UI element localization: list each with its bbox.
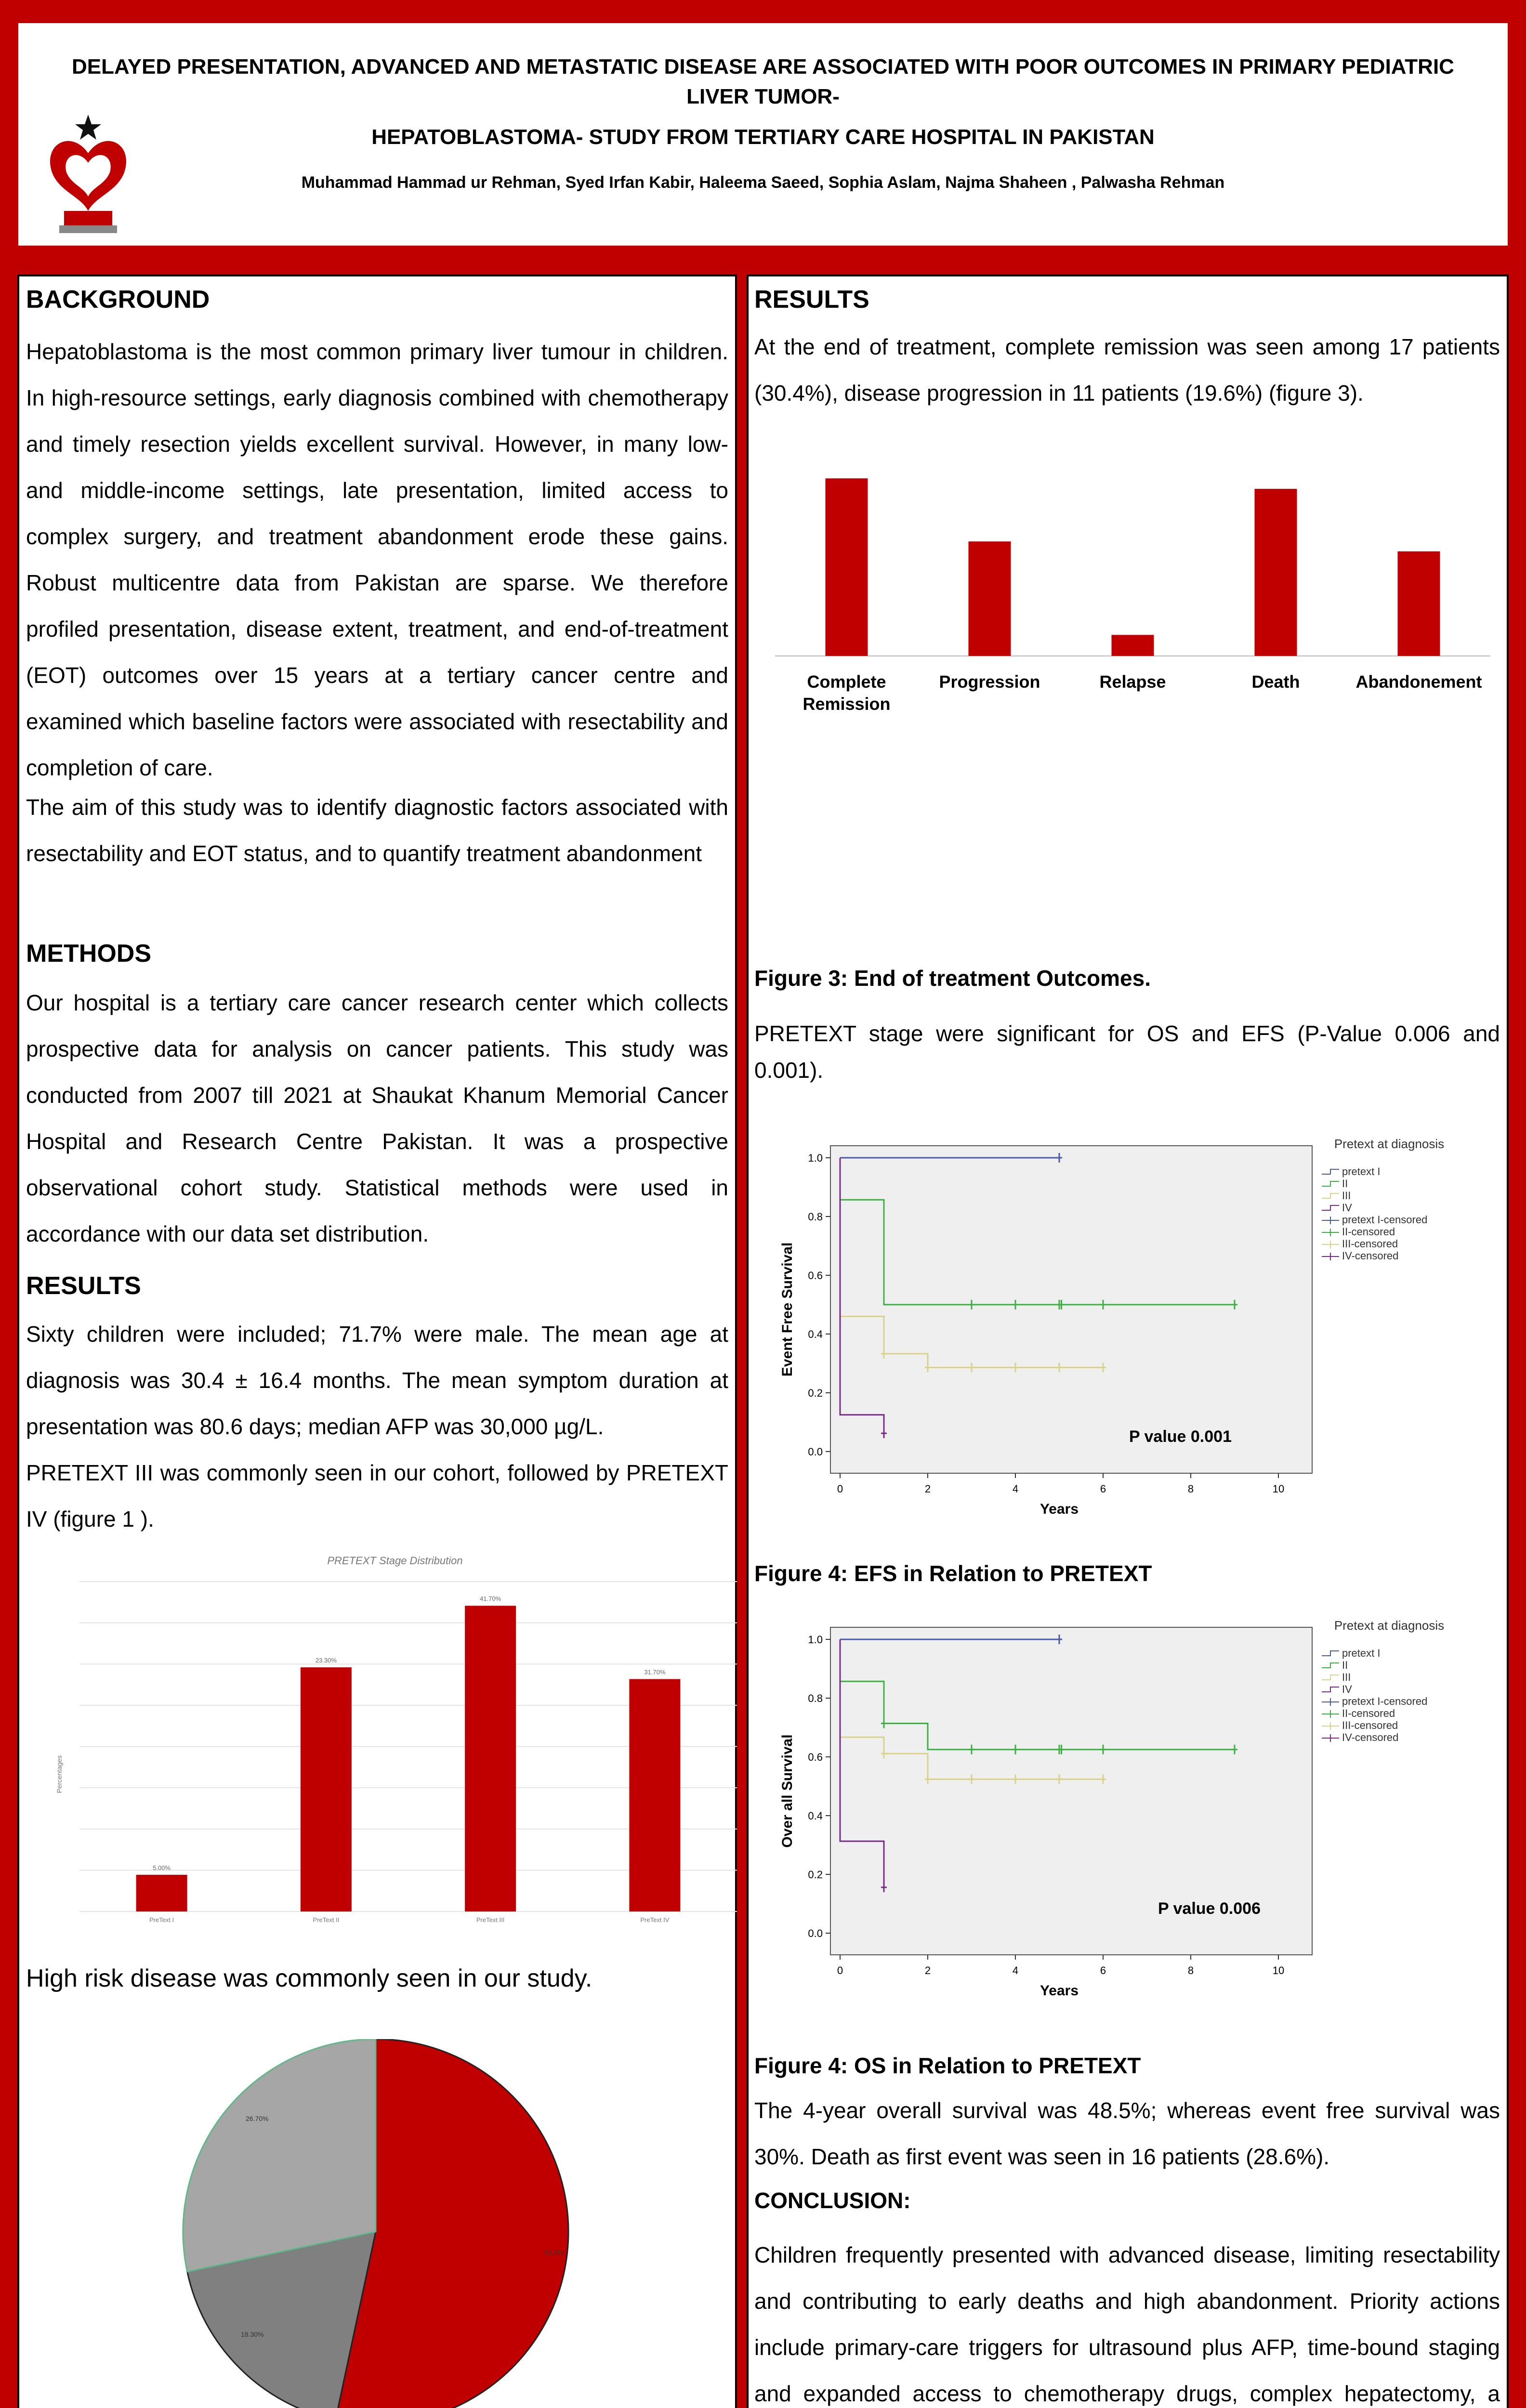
km-plot-area xyxy=(830,1146,1312,1473)
fig3-bar xyxy=(969,541,1011,656)
title-line-3: HEPATOBLASTOMA- STUDY FROM TERTIARY CARE HOSPITAL IN PAKISTAN xyxy=(371,125,1155,149)
km-x-axis-label: Years xyxy=(1039,1501,1079,1514)
km-x-tick-label: 8 xyxy=(1187,1483,1194,1495)
fig1-data-label: 31.70% xyxy=(644,1668,666,1676)
eot-outcomes-chart xyxy=(768,469,1490,739)
methods-paragraph: Our hospital is a tertiary care cancer research center which collects prospective data for analysis on cancer patients. This study was conducted from 2007 till 2021 at Shaukat Khanum Memorial Cancer Hospital and Research Centre Pakistan. It was a prospective observational cohort study. Statistical methods were used in accordance with our data set distribution. xyxy=(26,990,728,1246)
km-legend-label: II-censored xyxy=(1342,1707,1395,1719)
fig2-slice-label: 26.70% xyxy=(246,2115,269,2122)
km-y-tick-label: 0.2 xyxy=(808,1869,823,1881)
km-legend-label: IV xyxy=(1342,1683,1352,1695)
fig1-ylabel: Percentages xyxy=(55,1755,63,1793)
fig3-tick-label: Death xyxy=(1251,672,1300,692)
km-legend-line xyxy=(1322,1193,1339,1198)
fig3-bar xyxy=(1255,489,1297,656)
fig3-bar xyxy=(1112,635,1154,656)
km-legend-label: IV-censored xyxy=(1342,1731,1399,1743)
background-heading: BACKGROUND xyxy=(26,286,210,314)
km-y-tick-label: 0.6 xyxy=(808,1751,823,1763)
fig3-tick-label: Abandonement xyxy=(1355,672,1482,692)
km-legend-censor xyxy=(1322,1241,1339,1248)
km-x-tick-label: 0 xyxy=(837,1964,843,1976)
fig1-data-label: 5.00% xyxy=(153,1864,171,1871)
km-y-axis-label: Over all Survival xyxy=(779,1734,795,1848)
km-x-tick-label: 6 xyxy=(1100,1483,1106,1495)
fig2-slice-label: 53.3% xyxy=(544,2249,564,2256)
fig1-data-label: 41.70% xyxy=(480,1595,501,1603)
km-y-tick-label: 0.6 xyxy=(808,1269,823,1282)
km-legend-line xyxy=(1322,1663,1339,1668)
poster-header xyxy=(18,23,1508,246)
km-legend-censor xyxy=(1322,1734,1339,1742)
fig1-bar xyxy=(136,1875,187,1911)
km-x-tick-label: 0 xyxy=(837,1483,843,1495)
km-legend-label: IV xyxy=(1342,1202,1352,1214)
km-legend-line xyxy=(1322,1181,1339,1186)
km-legend-line xyxy=(1322,1205,1339,1210)
km-legend-censor xyxy=(1322,1217,1339,1224)
aim-paragraph: The aim of this study was to identify diagnostic factors associated with resectability and EOT status, and to quantify treatment abandonment xyxy=(26,795,728,866)
km-y-tick-label: 0.0 xyxy=(808,1446,823,1458)
km-legend-label: II-censored xyxy=(1342,1226,1395,1238)
fig1-bar xyxy=(301,1667,352,1911)
figure-4-os-caption: Figure 4: OS in Relation to PRETEXT xyxy=(754,2053,1141,2078)
km-y-tick-label: 0.4 xyxy=(808,1810,823,1822)
fig3-tick-label: Relapse xyxy=(1099,672,1166,692)
right-column xyxy=(747,275,1509,2408)
risk-pie-chart xyxy=(164,2039,597,2408)
fig1-bar xyxy=(465,1606,516,1911)
methods-heading: METHODS xyxy=(26,940,151,968)
left-column xyxy=(17,275,737,2408)
km-legend-label: pretext I xyxy=(1342,1165,1381,1178)
km-y-tick-label: 1.0 xyxy=(808,1152,823,1164)
km-y-axis-label: Event Free Survival xyxy=(779,1242,795,1377)
km-y-tick-label: 0.0 xyxy=(808,1927,823,1939)
km-legend-censor xyxy=(1322,1698,1339,1706)
km-p-value: P value 0.006 xyxy=(1158,1899,1261,1918)
km-x-tick-label: 4 xyxy=(1012,1964,1019,1976)
pretext-stage-chart xyxy=(48,1548,742,1943)
km-legend-label: II xyxy=(1342,1178,1348,1190)
km-legend-label: IV-censored xyxy=(1342,1250,1399,1262)
km-y-tick-label: 0.2 xyxy=(808,1387,823,1399)
high-risk-text: High risk disease was commonly seen in our study. xyxy=(26,1964,592,1992)
km-legend-line xyxy=(1322,1651,1339,1656)
fig1-title: PRETEXT Stage Distribution xyxy=(327,1555,463,1567)
km-legend-line xyxy=(1322,1675,1339,1680)
km-x-tick-label: 6 xyxy=(1100,1964,1106,1976)
fig1-tick-label: PreText IV xyxy=(640,1916,670,1924)
fig2-slice xyxy=(183,2039,376,2272)
hospital-logo xyxy=(38,95,139,235)
km-y-tick-label: 0.8 xyxy=(808,1692,823,1704)
km-legend-title: Pretext at diagnosis xyxy=(1334,1618,1445,1633)
title-line-2: LIVER TUMOR- xyxy=(686,85,840,108)
fig1-tick-label: PreText I xyxy=(149,1916,174,1924)
km-legend-line xyxy=(1322,1169,1339,1174)
km-x-tick-label: 2 xyxy=(924,1483,931,1495)
fig1-bar xyxy=(629,1679,680,1911)
km-x-axis-label: Years xyxy=(1039,1983,1079,1996)
km-p-value: P value 0.001 xyxy=(1129,1427,1232,1446)
fig2-slice-label: 18.30% xyxy=(241,2330,264,2338)
km-x-tick-label: 10 xyxy=(1272,1964,1285,1976)
fig3-bar xyxy=(826,478,868,656)
efs-km-chart xyxy=(758,1134,1461,1514)
km-legend-label: III-censored xyxy=(1342,1238,1398,1250)
km-legend-label: III xyxy=(1342,1190,1351,1202)
results-heading-right: RESULTS xyxy=(754,286,869,314)
km-legend-label: pretext I xyxy=(1342,1647,1381,1659)
km-legend-censor xyxy=(1322,1722,1339,1730)
km-x-tick-label: 8 xyxy=(1187,1964,1194,1976)
fig3-bar xyxy=(1398,551,1440,656)
km-legend-censor xyxy=(1322,1229,1339,1236)
fig3-tick-label: Complete Remission xyxy=(802,672,891,714)
km-legend-title: Pretext at diagnosis xyxy=(1334,1137,1445,1151)
fig1-tick-label: PreText III xyxy=(476,1916,505,1924)
background-paragraph: Hepatoblastoma is the most common primary liver tumour in children. In high-resource settings, early diagnosis combined with chemotherapy and timely resection yields excellent survival. However, in many low- and middle-income settings, late presentation, limited access to complex surgery, and treatment abandonment erode these gains. Robust multicentre data from Pakistan are sparse. We therefore profiled presentation, disease extent, treatment, and end-of-treatment (EOT) outcomes over 15 years at a tertiary cancer centre and examined which baseline factors were associated with resectability and completion of care. xyxy=(26,339,728,780)
km-x-tick-label: 4 xyxy=(1012,1483,1019,1495)
fig1-data-label: 23.30% xyxy=(315,1657,337,1664)
conclusion-heading: CONCLUSION: xyxy=(754,2188,911,2213)
authors: Muhammad Hammad ur Rehman, Syed Irfan Kabir, Haleema Saeed, Sophia Aslam, Najma Shaheen , Palwasha Rehman xyxy=(301,173,1225,192)
km-legend-label: III xyxy=(1342,1671,1351,1683)
km-legend-label: pretext I-censored xyxy=(1342,1695,1428,1707)
fig1-tick-label: PreText II xyxy=(313,1916,340,1924)
figure-3-caption: Figure 3: End of treatment Outcomes. xyxy=(754,966,1151,991)
km-y-tick-label: 1.0 xyxy=(808,1634,823,1646)
km-legend-line xyxy=(1322,1687,1339,1692)
results-paragraph-1: Sixty children were included; 71.7% were male. The mean age at diagnosis was 30.4 ± 16.4 months. The mean symptom duration at presentation was 80.6 days; median AFP was 30,000 µg/L. xyxy=(26,1322,728,1439)
survival-paragraph: The 4-year overall survival was 48.5%; whereas event free survival was 30%. Death as first event was seen in 16 patients (28.6%). xyxy=(754,2098,1500,2169)
title-line-1: DELAYED PRESENTATION, ADVANCED AND METASTATIC DISEASE ARE ASSOCIATED WITH POOR OUTCOMES IN PRIMARY PEDIATRIC xyxy=(72,55,1454,79)
conclusion-paragraph: Children frequently presented with advanced disease, limiting resectability and contributing to early deaths and high abandonment. Priority actions include primary-care triggers for ultrasound plus AFP, time-bound staging and expanded access to chemotherapy drugs, complex hepatectomy, a xyxy=(754,2242,1500,2406)
results-eot-paragraph: At the end of treatment, complete remission was seen among 17 patients (30.4%), disease progression in 11 patients (19.6%) (figure 3). xyxy=(754,334,1500,406)
km-y-tick-label: 0.4 xyxy=(808,1328,823,1340)
km-legend-label: II xyxy=(1342,1659,1348,1671)
results-paragraph-2: PRETEXT III was commonly seen in our cohort, followed by PRETEXT IV (figure 1 ). xyxy=(26,1460,728,1531)
km-legend-label: pretext I-censored xyxy=(1342,1214,1428,1226)
figure-4-efs-caption: Figure 4: EFS in Relation to PRETEXT xyxy=(754,1561,1152,1586)
km-legend-censor xyxy=(1322,1253,1339,1260)
km-x-tick-label: 2 xyxy=(924,1964,931,1976)
pretext-paragraph: PRETEXT stage were significant for OS and EFS (P-Value 0.006 and 0.001). xyxy=(754,1021,1500,1083)
km-x-tick-label: 10 xyxy=(1272,1483,1285,1495)
os-km-chart xyxy=(758,1615,1461,1996)
km-legend-label: III-censored xyxy=(1342,1719,1398,1731)
km-legend-censor xyxy=(1322,1710,1339,1718)
km-y-tick-label: 0.8 xyxy=(808,1211,823,1223)
fig3-tick-label: Progression xyxy=(939,672,1040,692)
results-heading-left: RESULTS xyxy=(26,1272,141,1300)
